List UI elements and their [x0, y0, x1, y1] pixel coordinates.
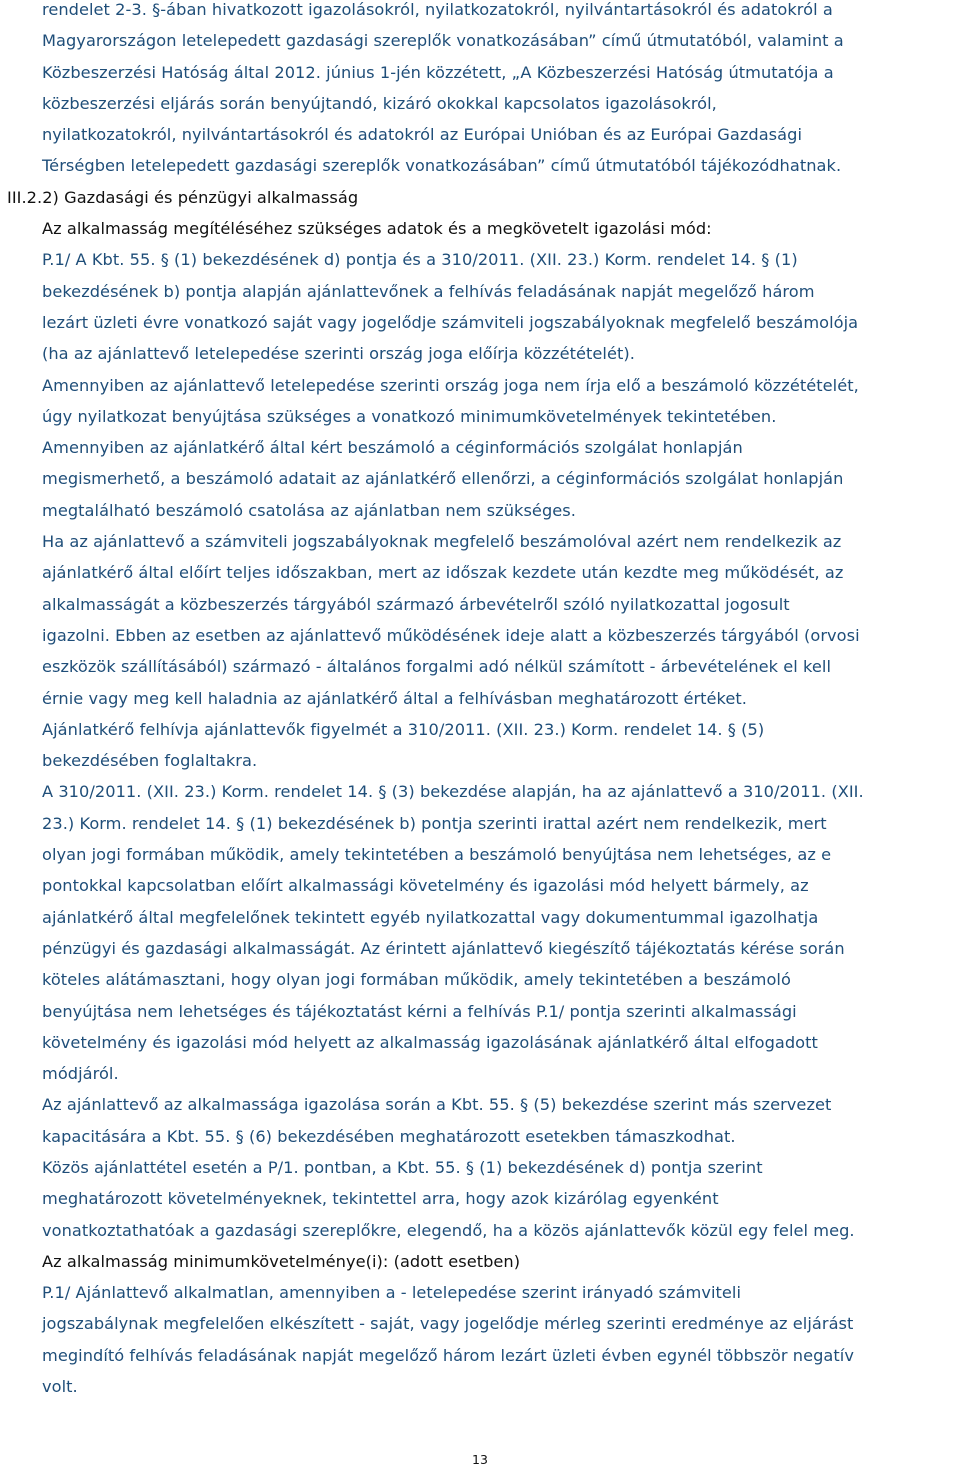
text-line: olyan jogi formában működik, amely tekintetében a beszámoló benyújtása nem lehetséges, az e [42, 845, 832, 865]
text-line: P.1/ Ajánlattevő alkalmatlan, amennyiben a - letelepedése szerint irányadó számviteli [42, 1283, 742, 1303]
text-line: módjáról. [42, 1064, 119, 1084]
text-line: lezárt üzleti évre vonatkozó saját vagy jogelődje számviteli jogszabályoknak megfelelő beszámolója [42, 312, 859, 332]
text-line: pénzügyi és gazdasági alkalmasságát. Az érintett ajánlattevő kiegészítő tájékoztatás kérése során [42, 938, 845, 958]
page-number: 13 [471, 1452, 488, 1467]
text-line: A 310/2011. (XII. 23.) Korm. rendelet 14. § (3) bekezdése alapján, ha az ajánlattevő a 310/2011. (XII. [42, 782, 864, 802]
min-requirements-heading: Az alkalmasság minimumkövetelménye(i): (adott esetben) [42, 1251, 521, 1271]
text-line: alkalmasságát a közbeszerzés tárgyából származó árbevételről szóló nyilatkozattal jogosult [42, 594, 790, 614]
text-line: bekezdésének b) pontja alapján ajánlattevőnek a felhívás feladásának napját megelőző három [42, 281, 815, 301]
text-line: ajánlatkérő által előírt teljes időszakban, mert az időszak kezdete után kezdte meg működését, az [42, 563, 844, 583]
text-line: bekezdésében foglaltakra. [42, 751, 258, 771]
text-line: Közbeszerzési Hatóság által 2012. június 1-jén közzétett, „A Közbeszerzési Hatóság útmutatója a [42, 62, 834, 82]
text-line: Magyarországon letelepedett gazdasági szereplők vonatkozásában” című útmutatóból, valamint a [42, 31, 844, 51]
text-line: Az ajánlattevő az alkalmassága igazolása során a Kbt. 55. § (5) bekezdése szerint más szervezet [42, 1095, 832, 1115]
section-body [0, 244, 960, 1246]
text-line: megindító felhívás feladásának napját megelőző három lezárt üzleti évben egynél többször negatív [42, 1345, 854, 1365]
text-line: vonatkoztathatóak a gazdasági szereplőkre, elegendő, ha a közös ajánlattevők közül egy felel meg. [42, 1220, 855, 1240]
text-line: megtalálható beszámoló csatolása az ajánlatban nem szükséges. [42, 500, 576, 520]
text-line: ajánlatkérő által megfelelőnek tekintett egyéb nyilatkozattal vagy dokumentummal igazolhatja [42, 907, 819, 927]
text-line: kapacitására a Kbt. 55. § (6) bekezdésében meghatározott esetekben támaszkodhat. [42, 1126, 736, 1146]
text-line: követelmény és igazolási mód helyett az alkalmasság igazolásának ajánlatkérő által elfogadott [42, 1032, 818, 1052]
text-line: úgy nyilatkozat benyújtása szükséges a vonatkozó minimumkövetelmények tekintetében. [42, 406, 777, 426]
text-line: volt. [42, 1377, 78, 1397]
text-line: P.1/ A Kbt. 55. § (1) bekezdésének d) pontja és a 310/2011. (XII. 23.) Korm. rendelet 14. § (1) [42, 250, 798, 270]
text-line: érnie vagy meg kell haladnia az ajánlatkérő által a felhívásban meghatározott értéket. [42, 688, 748, 708]
text-line: (ha az ajánlattevő letelepedése szerinti ország joga előírja közzétételét). [42, 344, 635, 364]
text-line: Ajánlatkérő felhívja ajánlattevők figyelmét a 310/2011. (XII. 23.) Korm. rendelet 14. § (5) [42, 719, 765, 739]
text-line: köteles alátámasztani, hogy olyan jogi formában működik, amely tekintetében a beszámoló [42, 970, 791, 990]
min-requirements-body [0, 1277, 960, 1402]
text-line: 23.) Korm. rendelet 14. § (1) bekezdésének b) pontja szerinti irattal azért nem rendelkezik, mert [42, 813, 827, 833]
section-heading: III.2.2) Gazdasági és pénzügyi alkalmasság [7, 187, 359, 207]
text-line: megismerhető, a beszámoló adatait az ajánlatkérő ellenőrzi, a céginformációs szolgálat honlapján [42, 469, 844, 489]
section-subheading: Az alkalmasság megítéléséhez szükséges adatok és a megkövetelt igazolási mód: [42, 219, 712, 239]
text-line: jogszabálynak megfelelően elkészített - saját, vagy jogelődje mérleg szerinti eredménye az eljárást [42, 1314, 854, 1334]
text-line: pontokkal kapcsolatban előírt alkalmassági követelmény és igazolási mód helyett bármely, az [42, 876, 809, 896]
text-line: Amennyiben az ajánlattevő letelepedése szerinti ország joga nem írja elő a beszámoló közzétételét, [42, 375, 859, 395]
text-line: nyilatkozatokról, nyilvántartásokról és adatokról az Európai Unióban és az Európai Gazdasági [42, 125, 803, 145]
text-line: igazolni. Ebben az esetben az ajánlattevő működésének ideje alatt a közbeszerzés tárgyából (orvosi [42, 625, 860, 645]
text-line: benyújtása nem lehetséges és tájékoztatást kérni a felhívás P.1/ pontja szerinti alkalmassági [42, 1001, 797, 1021]
intro-paragraph [0, 0, 960, 182]
text-line: Közös ajánlattétel esetén a P/1. pontban, a Kbt. 55. § (1) bekezdésének d) pontja szerint [42, 1157, 763, 1177]
text-line: rendelet 2-3. §-ában hivatkozott igazolásokról, nyilatkozatokról, nyilvántartásokról és adatokról a [42, 0, 833, 19]
text-line: Amennyiben az ajánlatkérő által kért beszámoló a céginformációs szolgálat honlapján [42, 438, 743, 458]
text-line: eszközök szállításából) származó - általános forgalmi adó nélkül számított - árbevételének el kell [42, 657, 832, 677]
text-line: közbeszerzési eljárás során benyújtandó, kizáró okokkal kapcsolatos igazolásokról, [42, 93, 717, 113]
text-line: Térségben letelepedett gazdasági szereplők vonatkozásában” című útmutatóból tájékozódhatnak. [42, 156, 842, 176]
text-line: Ha az ajánlattevő a számviteli jogszabályoknak megfelelő beszámolóval azért nem rendelkezik az [42, 532, 842, 552]
text-line: meghatározott követelményeknek, tekintettel arra, hogy azok kizárólag egyenként [42, 1189, 719, 1209]
